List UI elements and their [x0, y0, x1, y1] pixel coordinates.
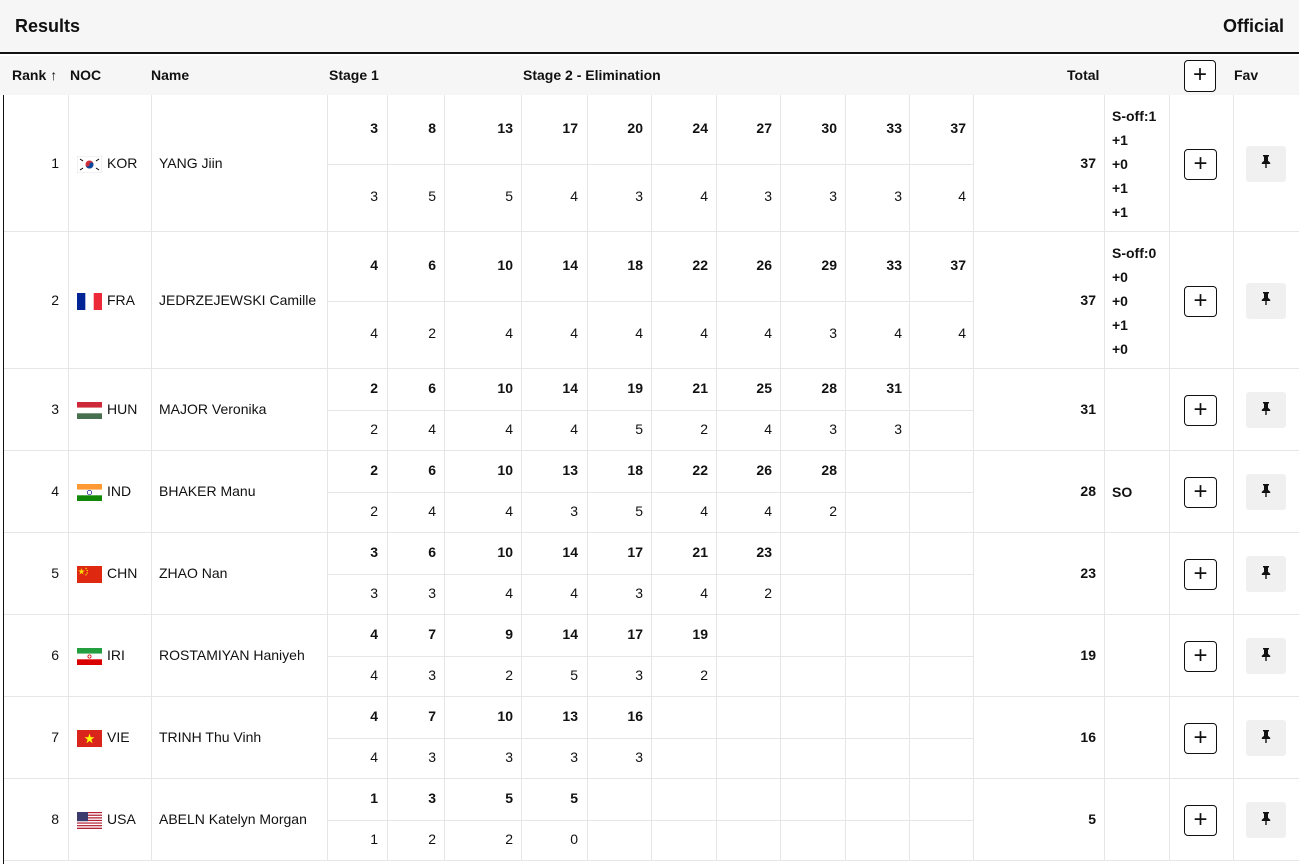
series-score: 2 [700, 421, 708, 437]
column-divider [1233, 451, 1234, 532]
series-score: 2 [700, 667, 708, 683]
cumulative-score: 19 [692, 626, 708, 642]
series-score: 4 [764, 325, 772, 341]
athlete-name[interactable]: TRINH Thu Vinh [159, 729, 262, 745]
table-row[interactable] [4, 697, 1299, 779]
noc-code: VIE [107, 729, 130, 745]
cumulative-score: 6 [428, 544, 436, 560]
column-divider [68, 232, 69, 368]
column-divider [68, 779, 69, 860]
pin-icon [1260, 729, 1272, 748]
series-score: 3 [829, 325, 837, 341]
cumulative-score: 14 [562, 544, 578, 560]
column-divider [1169, 232, 1170, 368]
column-divider [973, 779, 974, 860]
column-divider [973, 95, 974, 231]
cumulative-score: 2 [370, 462, 378, 478]
series-score: 4 [505, 503, 513, 519]
series-score: 4 [764, 503, 772, 519]
expand-all-button[interactable]: + [1184, 60, 1216, 92]
rank-value: 5 [51, 565, 59, 581]
shoot-off-line: +1 [1112, 316, 1128, 333]
cumulative-score: 26 [756, 257, 772, 273]
results-table-body [3, 95, 1299, 864]
cumulative-score: 14 [562, 257, 578, 273]
noc-code: KOR [107, 154, 138, 171]
column-divider [151, 369, 152, 450]
noc-code: USA [107, 811, 136, 827]
cumulative-score: 10 [497, 380, 513, 396]
total-score: 19 [1080, 647, 1096, 663]
cumulative-score: 14 [562, 380, 578, 396]
cumulative-score: 37 [950, 257, 966, 273]
table-header [0, 56, 1299, 95]
rank-value: 7 [51, 729, 59, 745]
cumulative-score: 1 [370, 790, 378, 806]
table-row[interactable] [4, 95, 1299, 232]
cumulative-score: 26 [756, 462, 772, 478]
expand-row-button[interactable]: + [1184, 641, 1217, 672]
rank-value: 1 [51, 154, 59, 171]
fav-column-header: Fav [1234, 67, 1259, 83]
series-score: 4 [570, 421, 578, 437]
cumulative-score: 28 [821, 462, 837, 478]
column-divider [973, 697, 974, 778]
series-score: 4 [505, 325, 513, 341]
pin-favorite-button[interactable] [1246, 392, 1286, 428]
shoot-off-notes [1112, 241, 1156, 361]
series-score: 3 [635, 749, 643, 765]
cumulative-score: 3 [370, 544, 378, 560]
series-score: 2 [428, 325, 436, 341]
cumulative-score: 37 [950, 120, 966, 136]
rank-value: 8 [51, 811, 59, 827]
series-score: 4 [700, 325, 708, 341]
column-divider [68, 615, 69, 696]
cumulative-score: 7 [428, 708, 436, 724]
cumulative-score: 18 [627, 462, 643, 478]
pin-favorite-button[interactable] [1246, 146, 1286, 182]
column-divider [1233, 369, 1234, 450]
official-status: Official [1222, 15, 1284, 36]
pin-favorite-button[interactable] [1246, 638, 1286, 674]
series-score: 5 [505, 188, 513, 204]
cumulative-score: 13 [497, 120, 513, 136]
series-divider [327, 574, 973, 575]
cumulative-score: 17 [562, 120, 578, 136]
series-score: 0 [570, 831, 578, 847]
series-score: 3 [570, 503, 578, 519]
cumulative-score: 4 [370, 708, 378, 724]
series-score: 4 [570, 188, 578, 204]
total-score: 31 [1080, 401, 1096, 417]
column-divider [151, 451, 152, 532]
athlete-name[interactable]: YANG Jiin [159, 154, 223, 171]
total-score: 5 [1088, 811, 1096, 827]
noc-code: HUN [107, 401, 138, 417]
series-score: 4 [894, 325, 902, 341]
shoot-off-line: SO [1112, 484, 1133, 500]
rank-value: 2 [51, 291, 59, 308]
cumulative-score: 31 [886, 380, 902, 396]
table-row[interactable] [4, 779, 1299, 861]
series-score: 2 [764, 585, 772, 601]
expand-row-button[interactable]: + [1184, 477, 1217, 508]
series-score: 4 [428, 421, 436, 437]
column-divider [1104, 232, 1105, 368]
shoot-off-line: +1 [1112, 179, 1128, 196]
rank-value: 4 [51, 483, 59, 499]
pin-icon [1260, 401, 1272, 420]
pin-icon [1260, 647, 1272, 666]
shoot-off-line: +1 [1112, 203, 1128, 220]
cumulative-score: 6 [428, 462, 436, 478]
cumulative-score: 18 [627, 257, 643, 273]
results-header-bar [0, 0, 1299, 54]
cumulative-score: 4 [370, 257, 378, 273]
column-divider [1233, 615, 1234, 696]
cumulative-score: 33 [886, 257, 902, 273]
pin-favorite-button[interactable] [1246, 720, 1286, 756]
country-flag-icon [77, 812, 102, 829]
rank-column-header[interactable] [12, 56, 57, 95]
expand-row-button[interactable]: + [1184, 149, 1217, 180]
athlete-name[interactable]: ROSTAMIYAN Haniyeh [159, 647, 305, 663]
total-score: 16 [1080, 729, 1096, 745]
results-title: Results [15, 15, 81, 36]
pin-icon [1260, 811, 1272, 830]
rank-value: 6 [51, 647, 59, 663]
series-score: 4 [370, 749, 378, 765]
cumulative-score: 27 [756, 120, 772, 136]
stage2-column-header: Stage 2 - Elimination [523, 67, 661, 83]
total-score: 23 [1080, 565, 1096, 581]
series-score: 3 [829, 421, 837, 437]
pin-favorite-button[interactable] [1246, 474, 1286, 510]
cumulative-score: 21 [692, 380, 708, 396]
series-score: 4 [570, 325, 578, 341]
series-score: 3 [635, 188, 643, 204]
cumulative-score: 17 [627, 544, 643, 560]
series-score: 4 [958, 188, 966, 204]
series-score: 4 [370, 325, 378, 341]
pin-icon [1260, 154, 1272, 173]
table-row[interactable] [4, 615, 1299, 697]
series-score: 3 [894, 421, 902, 437]
cumulative-score: 2 [370, 380, 378, 396]
country-flag-icon [77, 156, 102, 173]
shoot-off-line: S-off:1 [1112, 107, 1157, 124]
shoot-off-line: +0 [1112, 268, 1128, 285]
cumulative-score: 25 [756, 380, 772, 396]
expand-row-button[interactable]: + [1184, 723, 1217, 754]
rank-header-label: Rank [12, 67, 47, 83]
series-divider [327, 738, 973, 739]
series-score: 5 [635, 503, 643, 519]
cumulative-score: 21 [692, 544, 708, 560]
expand-row-button[interactable]: + [1184, 286, 1217, 317]
cumulative-score: 17 [627, 626, 643, 642]
column-divider [973, 232, 974, 368]
series-score: 2 [829, 503, 837, 519]
cumulative-score: 5 [505, 790, 513, 806]
shoot-off-line: +1 [1112, 131, 1128, 148]
column-divider [151, 779, 152, 860]
series-score: 3 [635, 585, 643, 601]
athlete-name[interactable]: MAJOR Veronika [159, 401, 267, 417]
cumulative-score: 10 [497, 257, 513, 273]
sort-ascending-arrow-icon[interactable]: ↑ [50, 67, 58, 83]
series-score: 2 [505, 667, 513, 683]
series-score: 1 [370, 831, 378, 847]
pin-favorite-button[interactable] [1246, 283, 1286, 319]
cumulative-score: 4 [370, 626, 378, 642]
column-divider [151, 95, 152, 231]
column-divider [151, 232, 152, 368]
shoot-off-line: S-off:0 [1112, 244, 1157, 261]
series-score: 4 [505, 421, 513, 437]
series-score: 4 [570, 585, 578, 601]
column-divider [1104, 697, 1105, 778]
series-score: 3 [505, 749, 513, 765]
cumulative-score: 16 [627, 708, 643, 724]
expand-row-button[interactable]: + [1184, 559, 1217, 590]
series-score: 4 [700, 585, 708, 601]
column-divider [1233, 232, 1234, 368]
series-divider [327, 492, 973, 493]
total-score: 37 [1080, 291, 1096, 308]
column-divider [1104, 369, 1105, 450]
column-divider [973, 533, 974, 614]
cumulative-score: 22 [692, 462, 708, 478]
column-divider [973, 369, 974, 450]
series-score: 2 [370, 503, 378, 519]
cumulative-score: 24 [692, 120, 708, 136]
column-divider [1169, 697, 1170, 778]
series-score: 4 [764, 421, 772, 437]
column-divider [68, 451, 69, 532]
column-divider [1233, 95, 1234, 231]
series-score: 3 [570, 749, 578, 765]
column-divider [1169, 779, 1170, 860]
country-flag-icon [77, 648, 102, 665]
series-score: 3 [428, 585, 436, 601]
series-score: 2 [428, 831, 436, 847]
total-column-header[interactable]: Total [1067, 67, 1100, 83]
cumulative-score: 5 [570, 790, 578, 806]
expand-row-button[interactable]: + [1184, 395, 1217, 426]
series-divider [327, 410, 973, 411]
cumulative-score: 13 [562, 462, 578, 478]
noc-column-header[interactable]: NOC [70, 67, 102, 83]
shoot-off-line: +0 [1112, 292, 1128, 309]
total-score: 28 [1080, 483, 1096, 499]
cumulative-score: 10 [497, 544, 513, 560]
cumulative-score: 30 [821, 120, 837, 136]
series-score: 3 [894, 188, 902, 204]
shoot-off-notes [1112, 104, 1156, 224]
table-row[interactable] [4, 451, 1299, 533]
name-column-header[interactable]: Name [151, 67, 190, 83]
column-divider [1233, 697, 1234, 778]
athlete-name[interactable]: BHAKER Manu [159, 483, 256, 499]
table-row[interactable] [4, 369, 1299, 451]
cumulative-score: 14 [562, 626, 578, 642]
cumulative-score: 3 [370, 120, 378, 136]
athlete-name[interactable]: ZHAO Nan [159, 565, 228, 581]
noc-code: CHN [107, 565, 138, 581]
series-score: 2 [505, 831, 513, 847]
column-divider [1104, 533, 1105, 614]
series-divider [327, 301, 973, 302]
cumulative-score: 22 [692, 257, 708, 273]
column-divider [151, 697, 152, 778]
column-divider [151, 533, 152, 614]
pin-icon [1260, 483, 1272, 502]
series-score: 4 [370, 667, 378, 683]
total-score: 37 [1080, 154, 1096, 171]
column-divider [68, 533, 69, 614]
pin-icon [1260, 291, 1272, 310]
country-flag-icon [77, 402, 102, 419]
athlete-name[interactable]: ABELN Katelyn Morgan [159, 811, 307, 827]
cumulative-score: 29 [821, 257, 837, 273]
column-divider [1233, 779, 1234, 860]
series-score: 3 [370, 188, 378, 204]
series-score: 3 [428, 667, 436, 683]
column-divider [1104, 95, 1105, 231]
pin-favorite-button[interactable] [1246, 556, 1286, 592]
column-divider [1104, 451, 1105, 532]
column-divider [973, 451, 974, 532]
column-divider [1169, 533, 1170, 614]
column-divider [1104, 615, 1105, 696]
series-score: 4 [700, 503, 708, 519]
cumulative-score: 20 [627, 120, 643, 136]
expand-row-button[interactable]: + [1184, 805, 1217, 836]
cumulative-score: 33 [886, 120, 902, 136]
column-divider [1169, 95, 1170, 231]
cumulative-score: 8 [428, 120, 436, 136]
series-score: 3 [370, 585, 378, 601]
cumulative-score: 3 [428, 790, 436, 806]
series-score: 5 [428, 188, 436, 204]
country-flag-icon [77, 730, 102, 747]
table-row[interactable] [4, 533, 1299, 615]
noc-code: IND [107, 483, 132, 499]
column-divider [68, 697, 69, 778]
column-divider [1169, 615, 1170, 696]
shoot-off-line: +0 [1112, 155, 1128, 172]
table-row[interactable] [4, 232, 1299, 369]
column-divider [1169, 451, 1170, 532]
cumulative-score: 23 [756, 544, 772, 560]
column-divider [151, 615, 152, 696]
series-score: 5 [635, 421, 643, 437]
column-divider [1169, 369, 1170, 450]
cumulative-score: 6 [428, 380, 436, 396]
series-score: 4 [958, 325, 966, 341]
cumulative-score: 7 [428, 626, 436, 642]
series-score: 5 [570, 667, 578, 683]
cumulative-score: 13 [562, 708, 578, 724]
series-score: 3 [428, 749, 436, 765]
cumulative-score: 9 [505, 626, 513, 642]
pin-favorite-button[interactable] [1246, 802, 1286, 838]
column-divider [1233, 533, 1234, 614]
pin-icon [1260, 565, 1272, 584]
shoot-off-line: +0 [1112, 340, 1128, 357]
country-flag-icon [77, 293, 102, 310]
country-flag-icon [77, 566, 102, 583]
series-score: 3 [764, 188, 772, 204]
cumulative-score: 10 [497, 462, 513, 478]
athlete-name[interactable]: JEDRZEJEWSKI Camille [159, 291, 317, 308]
country-flag-icon [77, 484, 102, 501]
noc-code: FRA [107, 291, 135, 308]
series-divider [327, 656, 973, 657]
cumulative-score: 10 [497, 708, 513, 724]
series-divider [327, 820, 973, 821]
cumulative-score: 6 [428, 257, 436, 273]
series-score: 4 [428, 503, 436, 519]
rank-value: 3 [51, 401, 59, 417]
column-divider [1104, 779, 1105, 860]
column-divider [68, 369, 69, 450]
series-score: 3 [829, 188, 837, 204]
series-divider [327, 164, 973, 165]
series-score: 4 [635, 325, 643, 341]
series-score: 2 [370, 421, 378, 437]
cumulative-score: 19 [627, 380, 643, 396]
cumulative-score: 28 [821, 380, 837, 396]
series-score: 3 [635, 667, 643, 683]
series-score: 4 [700, 188, 708, 204]
stage1-column-header: Stage 1 [329, 67, 379, 83]
column-divider [973, 615, 974, 696]
series-score: 4 [505, 585, 513, 601]
shoot-off-notes [1112, 480, 1132, 504]
column-divider [68, 95, 69, 231]
noc-code: IRI [107, 647, 125, 663]
